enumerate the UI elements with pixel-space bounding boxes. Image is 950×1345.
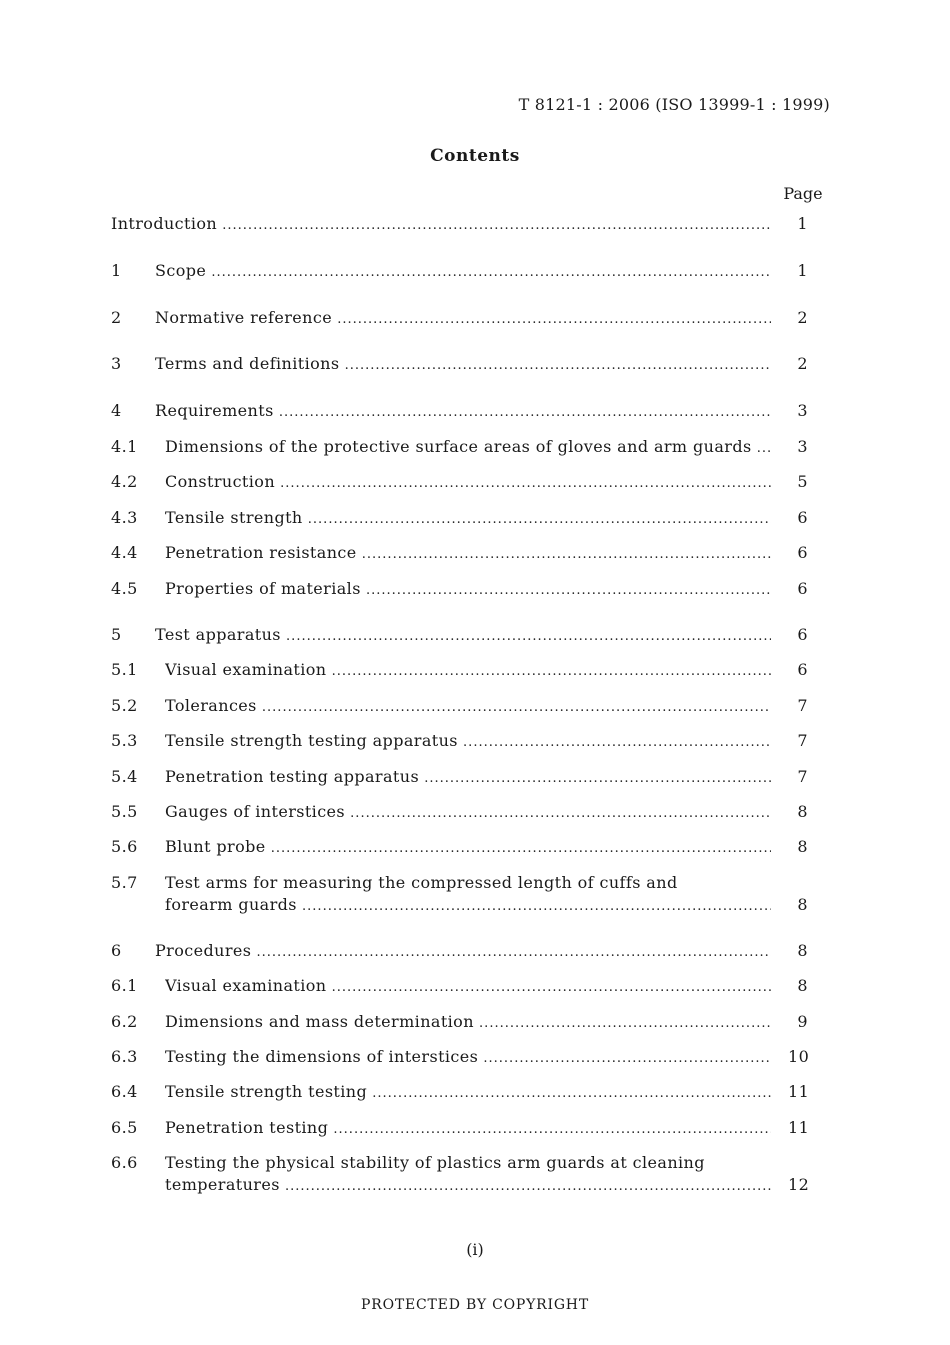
page-column-label: Page — [783, 184, 823, 203]
footer-page-number: (i) — [466, 1240, 484, 1259]
toc-entry-page: 8 — [797, 941, 808, 960]
toc-entry-page: 5 — [797, 472, 808, 491]
toc-entry-page: 11 — [788, 1082, 810, 1101]
toc-entry-page: 7 — [797, 767, 808, 786]
toc-entry-number: 3 — [111, 354, 122, 373]
toc-entry-page: 6 — [797, 543, 808, 562]
toc-entry-text: Penetration resistance ..... — [165, 543, 771, 562]
toc-entry-page: 8 — [797, 837, 808, 856]
toc-entry-page: 11 — [788, 1118, 810, 1137]
toc-entry-page: 3 — [797, 401, 808, 420]
toc-entry-text: Blunt probe ..... — [165, 837, 771, 856]
toc-entry-text: Tolerances ..... — [165, 696, 771, 715]
toc-entry-text: Construction ..... — [165, 472, 771, 491]
toc-entry-page: 8 — [797, 976, 808, 995]
toc-entry-text: Terms and definitions ..... — [155, 354, 771, 373]
toc-entry-number: 6 — [111, 941, 122, 960]
toc-entry-number: 6.4 — [111, 1082, 138, 1101]
toc-entry-page: 2 — [797, 308, 808, 327]
toc-entry-text: Test apparatus ..... — [155, 625, 771, 644]
toc-entry-number: 5 — [111, 625, 122, 644]
toc-entry-number: 5.3 — [111, 731, 138, 750]
toc-entry-text: Scope ..... — [155, 261, 771, 280]
toc-entry-number: 6.5 — [111, 1118, 138, 1137]
toc-entry-page: 1 — [797, 214, 808, 233]
toc-entry-number: 4.3 — [111, 508, 138, 527]
toc-entry-page: 6 — [797, 625, 808, 644]
toc-entry-page: 10 — [788, 1047, 810, 1066]
toc-entry-text: Tensile strength ..... — [165, 508, 771, 527]
toc-entry-text: Tensile strength testing apparatus ..... — [165, 731, 771, 750]
toc-entry-text: Tensile strength testing ..... — [165, 1082, 771, 1101]
toc-entry-number: 5.6 — [111, 837, 138, 856]
toc-entry-text: Visual examination ..... — [165, 660, 771, 679]
toc-entry-number: 5.5 — [111, 802, 138, 821]
toc-entry-page: 2 — [797, 354, 808, 373]
toc-entry-page: 8 — [797, 802, 808, 821]
toc-entry-number: 4.4 — [111, 543, 138, 562]
toc-entry-text: Gauges of interstices ..... — [165, 802, 771, 821]
toc-entry-text: Introduction ..... — [111, 214, 771, 233]
toc-entry-page: 12 — [788, 1175, 810, 1194]
page-title: Contents — [430, 146, 520, 166]
toc-entry-number: 6.2 — [111, 1012, 138, 1031]
toc-entry-number: 5.4 — [111, 767, 138, 786]
toc-entry-number: 6.6 — [111, 1153, 138, 1172]
toc-entry-text: Visual examination ..... — [165, 976, 771, 995]
toc-entry-text: Penetration testing ..... — [165, 1118, 771, 1137]
toc-entry-page: 6 — [797, 660, 808, 679]
toc-entry-text: Requirements ..... — [155, 401, 771, 420]
toc-entry-number: 4 — [111, 401, 122, 420]
toc-entry-text: Dimensions of the protective surface areas of gloves and arm guards ..... — [165, 437, 771, 456]
toc-entry-page: 7 — [797, 696, 808, 715]
copyright-notice: PROTECTED BY COPYRIGHT — [361, 1297, 589, 1313]
document-identifier: T 8121-1 : 2006 (ISO 13999-1 : 1999) — [518, 95, 830, 114]
toc-entry-text: Penetration testing apparatus ..... — [165, 767, 771, 786]
toc-entry-page: 8 — [797, 895, 808, 914]
toc-entry-page: 1 — [797, 261, 808, 280]
toc-entry-page: 6 — [797, 579, 808, 598]
toc-entry-page: 3 — [797, 437, 808, 456]
toc-entry-text: Properties of materials ..... — [165, 579, 771, 598]
toc-entry-page: 6 — [797, 508, 808, 527]
toc-entry-page: 9 — [797, 1012, 808, 1031]
toc-entry-number: 4.1 — [111, 437, 138, 456]
toc-entry-number: 1 — [111, 261, 122, 280]
toc-entry-number: 4.5 — [111, 579, 138, 598]
toc-entry-number: 2 — [111, 308, 122, 327]
toc-entry-text: Testing the dimensions of interstices ..... — [165, 1047, 771, 1066]
toc-entry-text-line2: forearm guards ..... — [165, 895, 771, 914]
toc-entry-number: 6.3 — [111, 1047, 138, 1066]
toc-entry-text: Normative reference ..... — [155, 308, 771, 327]
toc-entry-text-line1: Test arms for measuring the compressed length of cuffs and — [165, 873, 678, 892]
toc-entry-number: 6.1 — [111, 976, 138, 995]
toc-entry-number: 5.7 — [111, 873, 138, 892]
toc-entry-number: 5.2 — [111, 696, 138, 715]
toc-entry-page: 7 — [797, 731, 808, 750]
toc-entry-number: 5.1 — [111, 660, 138, 679]
toc-entry-text: Dimensions and mass determination ..... — [165, 1012, 771, 1031]
toc-entry-text: Procedures ..... — [155, 941, 771, 960]
toc-entry-number: 4.2 — [111, 472, 138, 491]
toc-entry-text-line2: temperatures ..... — [165, 1175, 771, 1194]
toc-entry-text-line1: Testing the physical stability of plastics arm guards at cleaning — [165, 1153, 705, 1172]
